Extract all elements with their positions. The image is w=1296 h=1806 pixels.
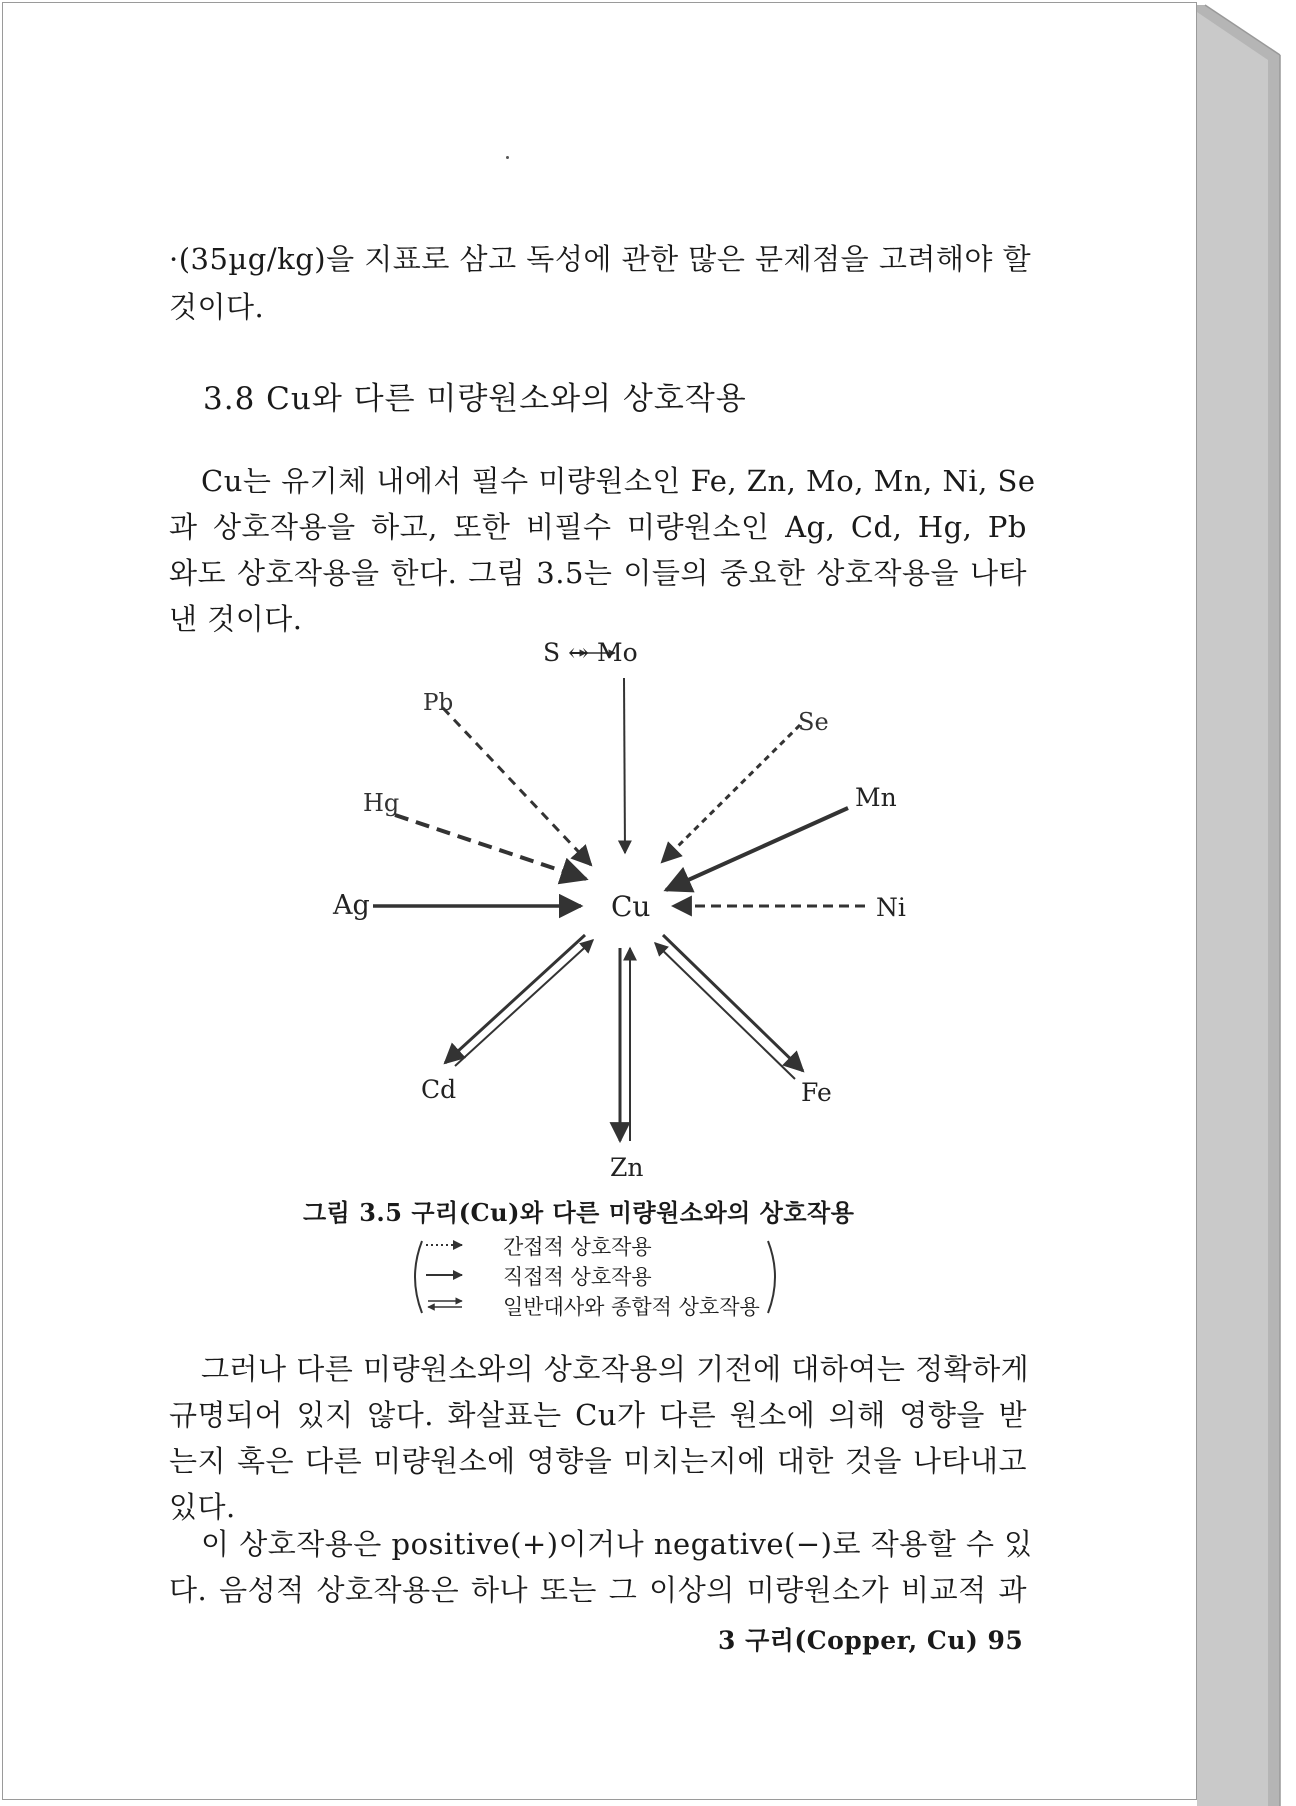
arrow-cu-fe <box>663 935 803 1071</box>
legend-indirect: 간접적 상호작용 <box>503 1235 652 1259</box>
para3-line2: 규명되어 있지 않다. 화살표는 Cu가 다른 원소에 의해 영향을 받 <box>169 1398 1027 1432</box>
label-pb: Pb <box>423 690 454 716</box>
para2-line4: 낸 것이다. <box>169 602 303 636</box>
arrow-mn-cu <box>666 808 848 890</box>
figure-legend <box>408 1231 778 1323</box>
para4-line1: 이 상호작용은 positive(+)이거나 negative(−)로 작용할 수 있 <box>201 1527 1033 1561</box>
arrow-cd-cu <box>455 940 593 1066</box>
para1-line2: 것이다. <box>169 290 265 324</box>
arrow-smo-cu <box>624 678 625 853</box>
label-cu: Cu <box>611 890 651 923</box>
legend-general: 일반대사와 종합적 상호작용 <box>503 1295 760 1319</box>
arrow-hg-cu <box>395 815 586 879</box>
interaction-diagram <box>333 633 906 1193</box>
book-page <box>2 2 1197 1800</box>
label-ni: Ni <box>876 893 906 922</box>
label-ag: Ag <box>333 890 370 921</box>
section-heading: 3.8 Cu와 다른 미량원소와의 상호작용 <box>203 381 747 417</box>
para3-line4: 있다. <box>169 1490 236 1524</box>
para1-line1: ·(35µg/kg)을 지표로 삼고 독성에 관한 많은 문제점을 고려해야 할 <box>169 242 1032 276</box>
para3-line3: 는지 혹은 다른 미량원소에 영향을 미치는지에 대한 것을 나타내고 <box>169 1444 1027 1478</box>
page-footer: 3 구리(Copper, Cu) 95 <box>718 1626 1024 1655</box>
label-zn: Zn <box>610 1153 644 1182</box>
figure-caption: 그림 3.5 구리(Cu)와 다른 미량원소와의 상호작용 <box>303 1198 855 1227</box>
para2-line1: Cu는 유기체 내에서 필수 미량원소인 Fe, Zn, Mo, Mn, Ni, Se <box>201 464 1036 498</box>
arrow-se-cu <box>662 725 800 862</box>
label-fe: Fe <box>801 1078 832 1107</box>
label-se: Se <box>798 708 829 736</box>
label-s-mo: S ↔ Mo <box>543 638 638 667</box>
label-mn: Mn <box>855 783 897 812</box>
label-cd: Cd <box>421 1075 457 1104</box>
para2-line3: 와도 상호작용을 한다. 그림 3.5는 이들의 중요한 상호작용을 나타 <box>169 556 1027 590</box>
para3-line1: 그러나 다른 미량원소와의 상호작용의 기전에 대하여는 정확하게 <box>201 1352 1030 1386</box>
arrow-pb-cu <box>443 708 591 865</box>
arrow-fe-cu <box>655 943 795 1079</box>
legend-direct: 직접적 상호작용 <box>503 1265 652 1289</box>
speck <box>506 156 509 159</box>
arrow-cu-cd <box>445 935 585 1063</box>
para2-line2: 과 상호작용을 하고, 또한 비필수 미량원소인 Ag, Cd, Hg, Pb <box>169 510 1027 544</box>
label-hg: Hg <box>363 789 400 817</box>
para4-line2: 다. 음성적 상호작용은 하나 또는 그 이상의 미량원소가 비교적 과 <box>169 1573 1027 1607</box>
